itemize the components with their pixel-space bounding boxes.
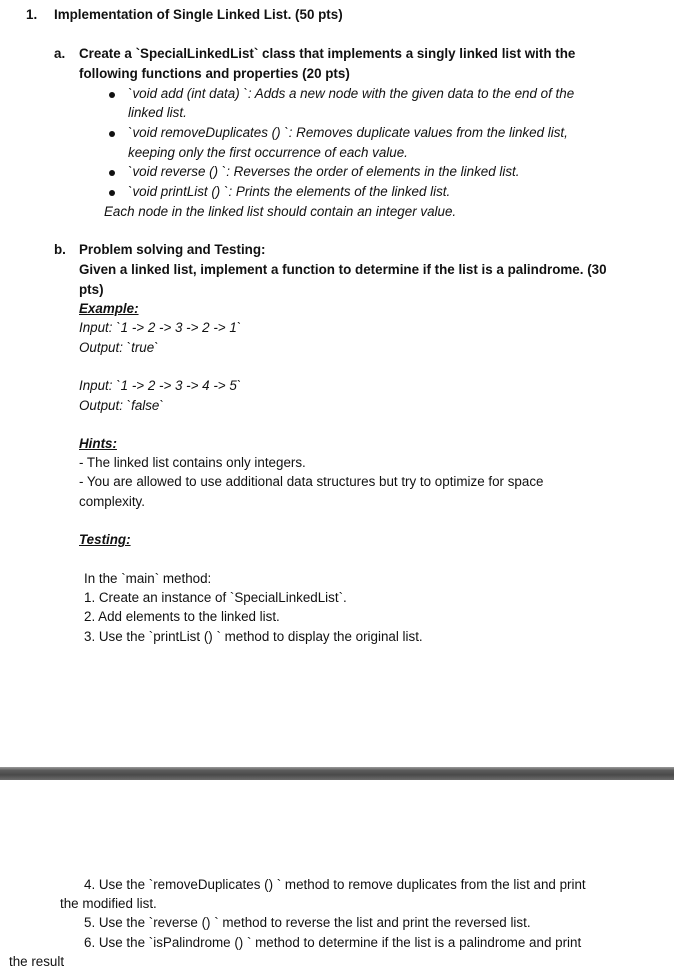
bullet-add-line1: `void add (int data) `: Adds a new node with the given data to the end of the: [128, 86, 575, 101]
bullet-print-list: `void printList () `: Prints the elements of the linked list.: [128, 184, 451, 199]
part-a-title-line2: following functions and properties (20 pts): [79, 66, 350, 81]
bullet-add-line2: linked list.: [128, 105, 187, 120]
step-1: 1. Create an instance of `SpecialLinkedList`.: [84, 590, 347, 605]
testing-label: Testing:: [79, 532, 131, 547]
bullet-dot: [109, 92, 115, 98]
node-note: Each node in the linked list should contain an integer value.: [104, 204, 457, 219]
part-b-desc-line2: pts): [79, 282, 104, 297]
bullet-remove-duplicates-line2: keeping only the first occurrence of each value.: [128, 145, 408, 160]
bullet-reverse: `void reverse () `: Reverses the order of elements in the linked list.: [128, 164, 520, 179]
bullet-dot: [109, 170, 115, 176]
part-b-title: Problem solving and Testing:: [79, 242, 266, 257]
example1-output: Output: `true`: [79, 340, 159, 355]
step-2: 2. Add elements to the linked list.: [84, 609, 280, 624]
hint-1: - The linked list contains only integers.: [79, 455, 306, 470]
part-a-letter: a.: [54, 46, 66, 61]
part-b-letter: b.: [54, 242, 66, 257]
step-4-line1: 4. Use the `removeDuplicates () ` method to remove duplicates from the list and print: [84, 877, 586, 892]
step-6-line2: the result: [9, 954, 65, 969]
hints-label: Hints:: [79, 436, 117, 451]
main-intro: In the `main` method:: [84, 571, 212, 586]
step-4-line2: the modified list.: [60, 896, 157, 911]
page-separator: [0, 767, 674, 780]
section-number: 1.: [26, 7, 38, 22]
hint-2-line2: complexity.: [79, 494, 145, 509]
bullet-dot: [109, 131, 115, 137]
example-label: Example:: [79, 301, 139, 316]
part-a-title-line1: Create a `SpecialLinkedList` class that implements a singly linked list with the: [79, 46, 576, 61]
step-6-line1: 6. Use the `isPalindrome () ` method to determine if the list is a palindrome and print: [84, 935, 582, 950]
hint-2-line1: - You are allowed to use additional data structures but try to optimize for space: [79, 474, 544, 489]
example1-input: Input: `1 -> 2 -> 3 -> 2 -> 1`: [79, 320, 242, 335]
bullet-dot: [109, 190, 115, 196]
step-3: 3. Use the `printList () ` method to display the original list.: [84, 629, 423, 644]
example2-output: Output: `false`: [79, 398, 164, 413]
bullet-remove-duplicates-line1: `void removeDuplicates () `: Removes duplicate values from the linked list,: [128, 125, 568, 140]
example2-input: Input: `1 -> 2 -> 3 -> 4 -> 5`: [79, 378, 242, 393]
part-b-desc-line1: Given a linked list, implement a function to determine if the list is a palindrome. (30: [79, 262, 607, 277]
section-heading: Implementation of Single Linked List. (50 pts): [54, 7, 343, 22]
step-5: 5. Use the `reverse () ` method to reverse the list and print the reversed list.: [84, 915, 531, 930]
